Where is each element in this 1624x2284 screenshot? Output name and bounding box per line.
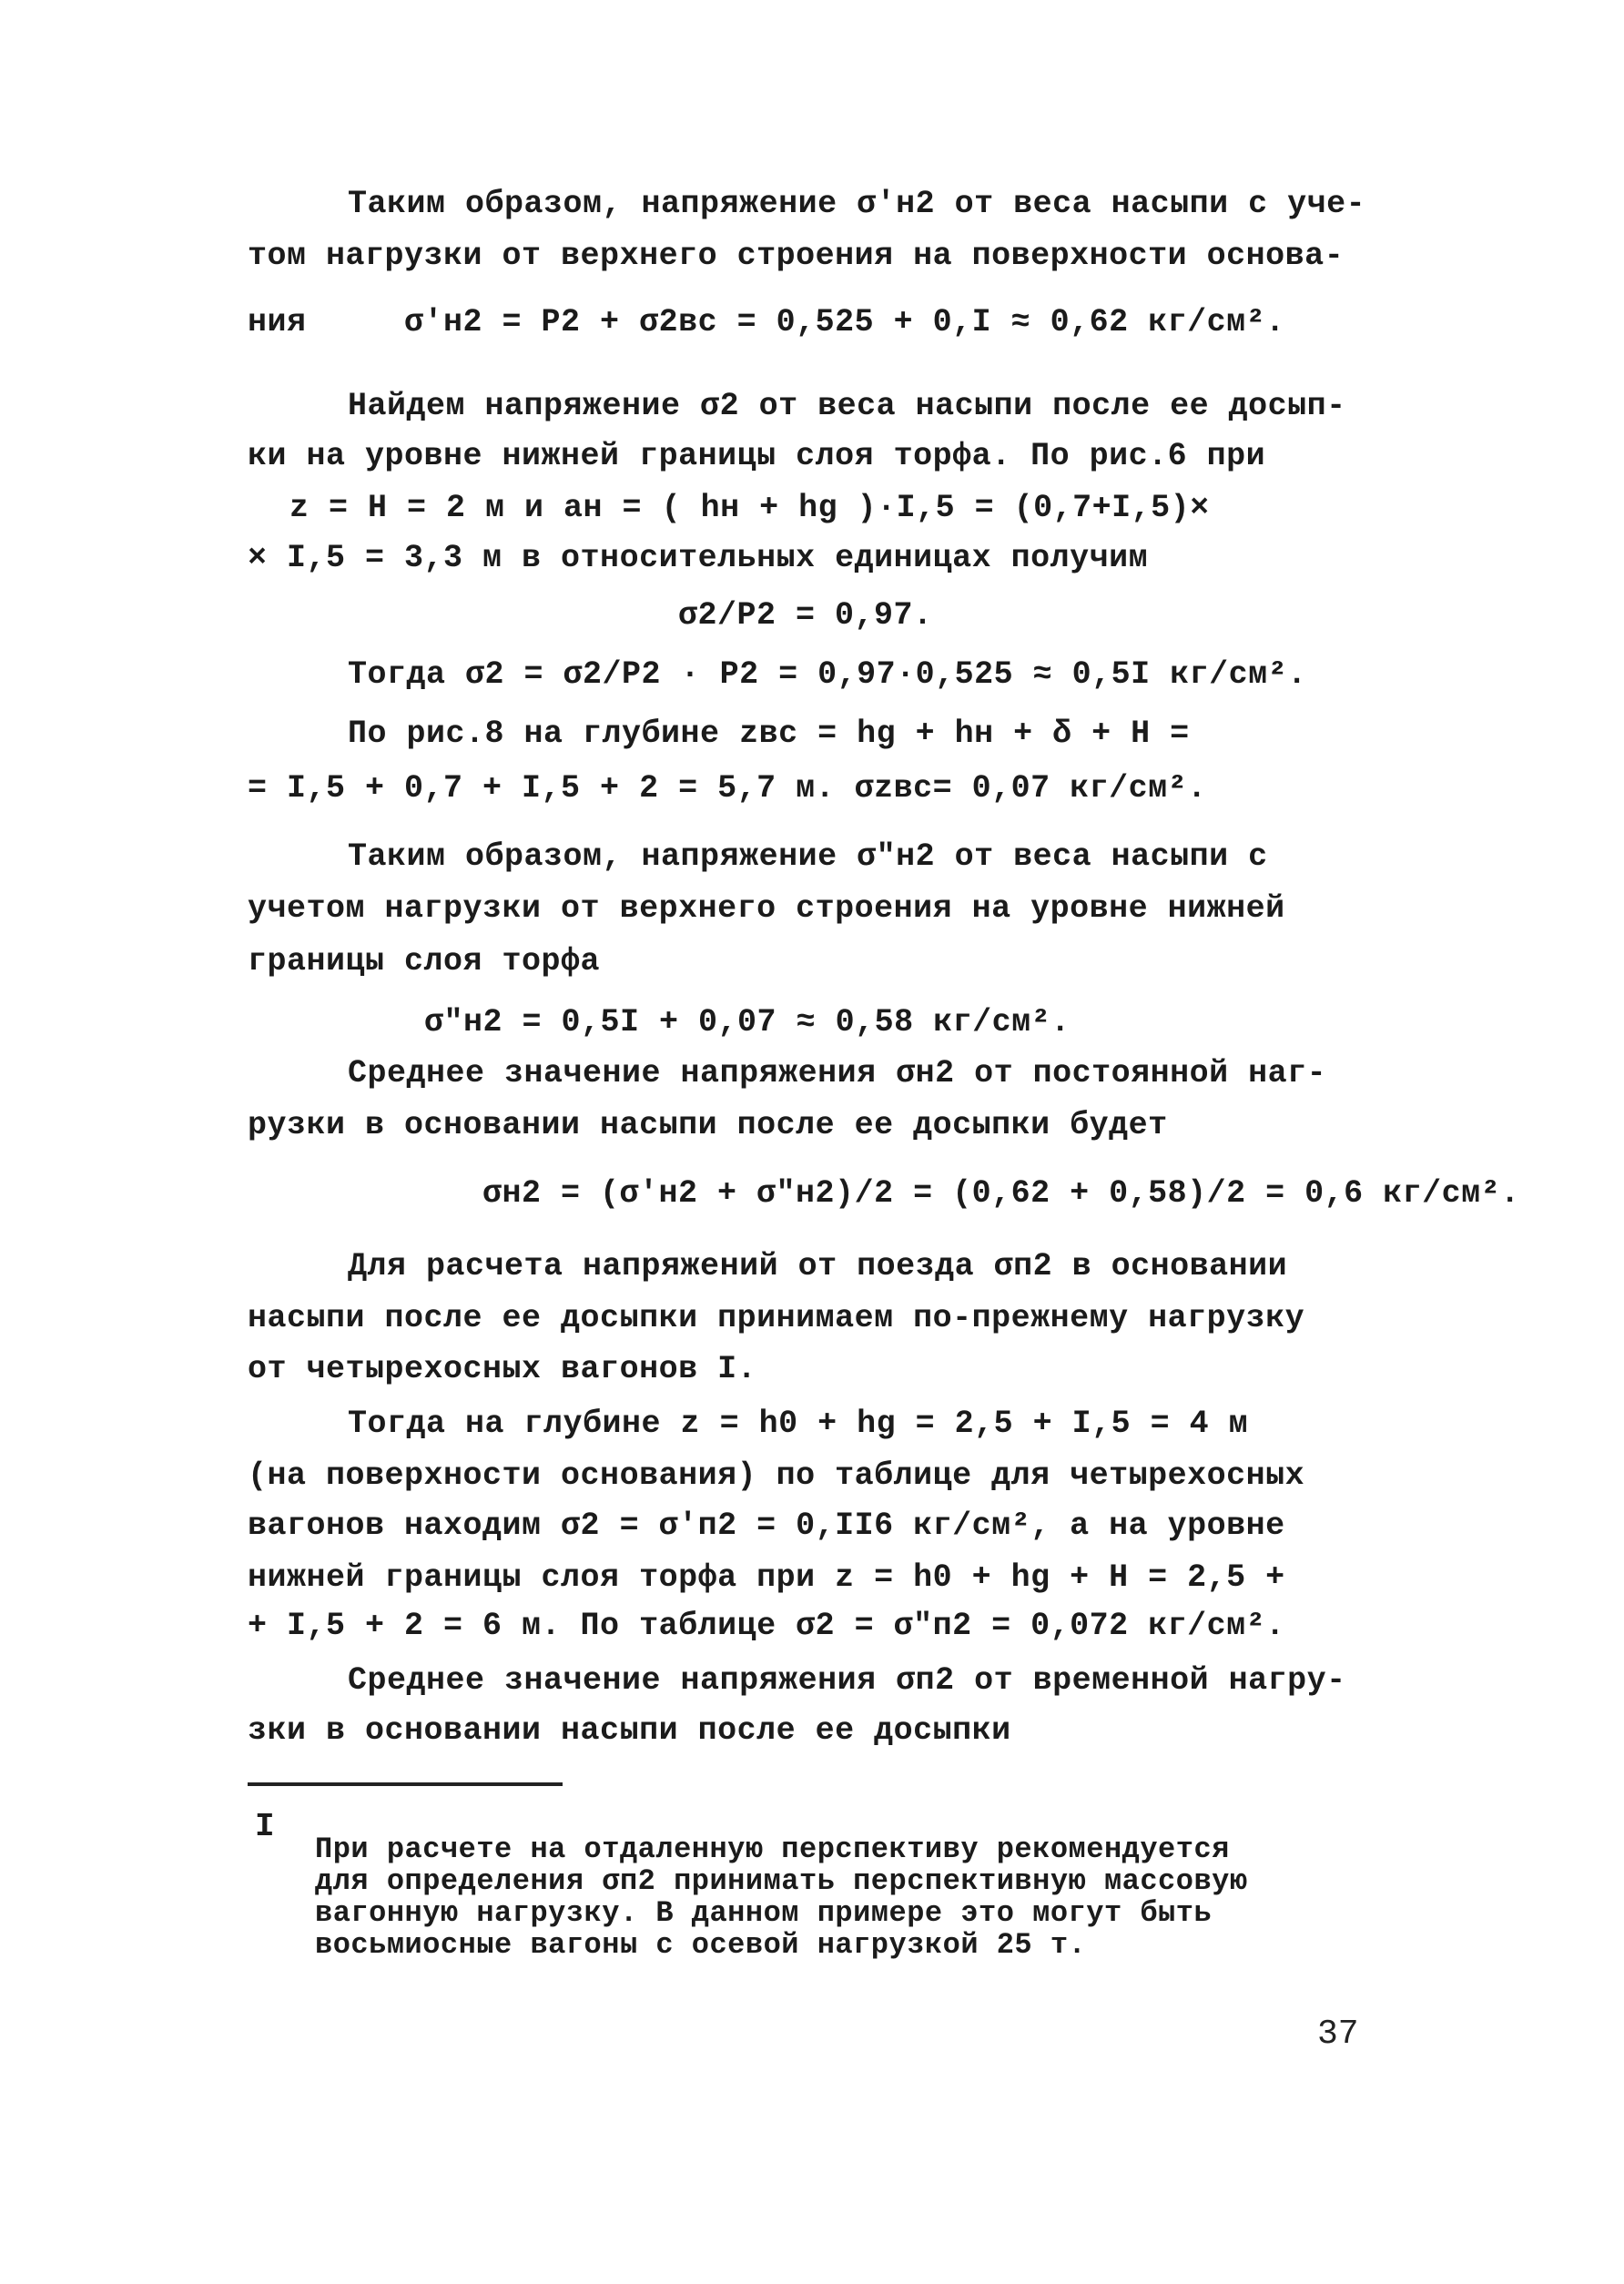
text-line: нижней границы слоя торфа при z = h0 + hg + H = 2,5 +: [248, 1559, 1285, 1596]
text-line: Среднее значение напряжения σн2 от постоянной наг-: [348, 1055, 1327, 1091]
equation: σ"н2 = 0,5I + 0,07 ≈ 0,58 кг/см².: [424, 1004, 1071, 1040]
text-line: Тогда σ2 = σ2/P2 · P2 = 0,97·0,525 ≈ 0,5I кг/см².: [348, 656, 1307, 693]
text-line: ния σ'н2 = P2 + σ2вс = 0,525 + 0,I ≈ 0,62 кг/см².: [248, 304, 1285, 340]
text-line: Таким образом, напряжение σ"н2 от веса насыпи с: [348, 838, 1268, 875]
text-line: Для расчета напряжений от поезда σп2 в основании: [348, 1248, 1288, 1284]
text-line: от четырехосных вагонов I.: [248, 1351, 757, 1387]
text-line: (на поверхности основания) по таблице для четырехосных: [248, 1457, 1305, 1494]
text-line: рузки в основании насыпи после ее досыпки будет: [248, 1107, 1168, 1143]
text-line: Среднее значение напряжения σп2 от временной нагру-: [348, 1662, 1346, 1699]
text-line: границы слоя торфа: [248, 943, 601, 980]
text-line: Тогда на глубине z = h0 + hg = 2,5 + I,5 = 4 м: [348, 1406, 1249, 1442]
text-line: По рис.8 на глубине zвс = hg + hн + δ + H =: [348, 716, 1190, 752]
footnote-line: для определения σп2 принимать перспективную массовую: [315, 1864, 1248, 1898]
footnote-line: При расчете на отдаленную перспективу рекомендуется: [315, 1832, 1230, 1866]
text-line: × I,5 = 3,3 м в относительных единицах получим: [248, 540, 1149, 576]
footnote-divider: [248, 1782, 563, 1786]
text-line: зки в основании насыпи после ее досыпки: [248, 1712, 1011, 1749]
text-line: Найдем напряжение σ2 от веса насыпи после ее досып-: [348, 388, 1346, 424]
page-number: 37: [1317, 2015, 1359, 2054]
text-line: ки на уровне нижней границы слоя торфа. По рис.6 при: [248, 438, 1266, 474]
equation: σн2 = (σ'н2 + σ"н2)/2 = (0,62 + 0,58)/2 = 0,6 кг/см².: [482, 1175, 1520, 1212]
text-line: Таким образом, напряжение σ'н2 от веса насыпи с уче-: [348, 186, 1366, 222]
text-line: учетом нагрузки от верхнего строения на уровне нижней: [248, 890, 1285, 927]
text-line: + I,5 + 2 = 6 м. По таблице σ2 = σ"п2 = 0,072 кг/см².: [248, 1608, 1285, 1644]
text-line: z = H = 2 м и aн = ( hн + hg )·I,5 = (0,7+I,5)×: [289, 490, 1210, 526]
footnote-line: вагонную нагрузку. В данном примере это могут быть: [315, 1896, 1213, 1930]
equation: σ2/P2 = 0,97.: [678, 597, 933, 634]
text-line: том нагрузки от верхнего строения на поверхности основа-: [248, 238, 1345, 274]
text-line: вагонов находим σ2 = σ'п2 = 0,II6 кг/см², а на уровне: [248, 1507, 1285, 1544]
footnote-marker: I: [255, 1808, 276, 1845]
text-line: = I,5 + 0,7 + I,5 + 2 = 5,7 м. σzвс= 0,07 кг/см².: [248, 770, 1207, 807]
footnote-line: восьмиосные вагоны с осевой нагрузкой 25 т.: [315, 1928, 1087, 1962]
text-line: насыпи после ее досыпки принимаем по-прежнему нагрузку: [248, 1300, 1305, 1336]
